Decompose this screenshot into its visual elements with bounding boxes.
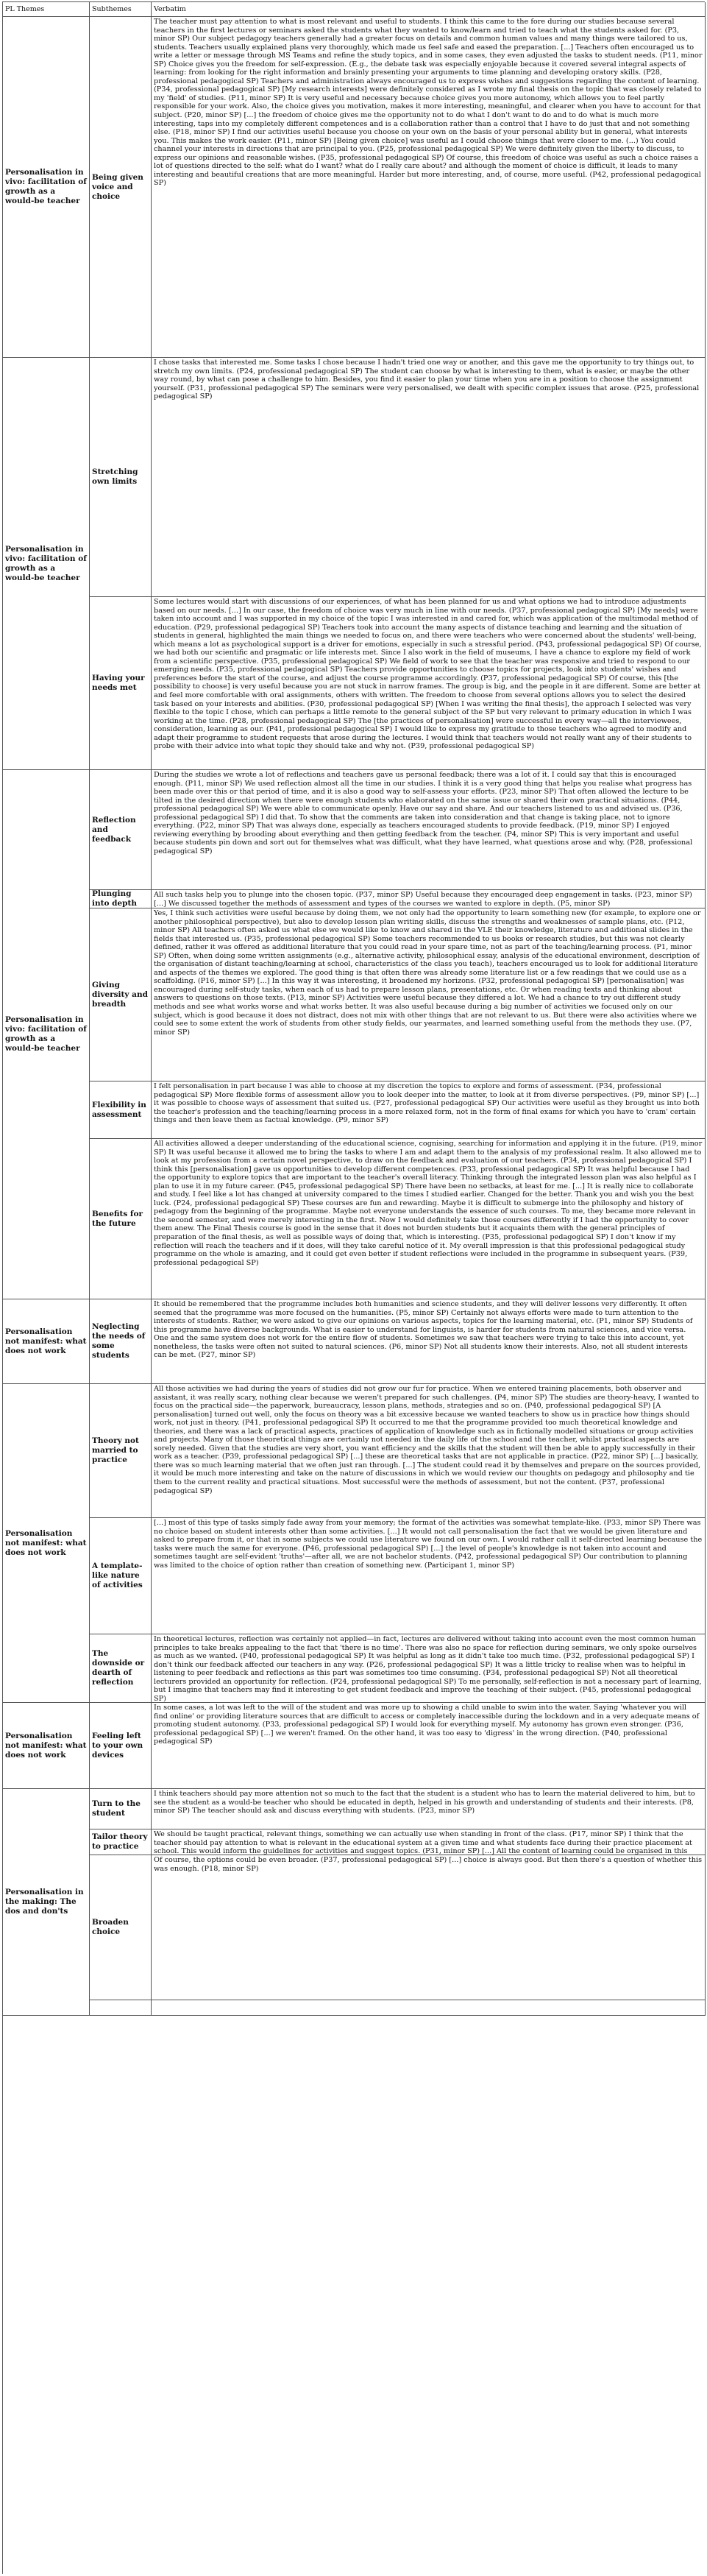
subtheme-cell: Theory not married to practice — [90, 1384, 152, 1518]
subtheme-cell: Being given voice and choice — [90, 17, 152, 358]
subtheme-cell: Neglecting the needs of some students — [90, 1299, 152, 1384]
verbatim-cell: All activities allowed a deeper understanding of the educational science, cognising, searching for information and applying it in the future. (P19, minor SP) It was useful because it allowed me to bring the tasks to where I am and adapt them to the analysis of my professional realm. It also allowed me to look at my profession from a certain novel perspective, to draw on the feedback and evaluation of our teachers. (P34, professional pedagogical SP) I think this [personalisation] gave us opportunities to develop different competences. (P33, professional pedagogical SP) It was helpful because I had the opportunity to explore topics that are important to the teacher's overall literacy. Thinking through the integrated lesson plan was also helpful as I plan to use it in my future career. (P45, professional pedagogical SP) There have been no setbacks, at least for me. [...] It is really nice to collaborate and study. I feel like a lot has changed at university compared to the times I studied earlier. Changed for the better. Thank you and wish you the best luck. (P24, professional pedagogical SP) These courses are fun and rewarding. Maybe it is difficult to submerge into the philosophy and history of pedagogy from the beginning of the programme. Maybe not everyone understands the essence of such courses. To me, they became more relevant in the second semester, and were merely interesting in the first. Now I would definitely take those courses differently if I had the opportunity to cover them anew. The Final Thesis course is good in the sense that it does not burden students but it acquaints them with the general principles of preparation of the final thesis, as well as possible ways of doing that, which is interesting. (P35, professional pedagogical SP) I don't know if my reflection will reach the teachers and if it does, will they take careful notice of it. My overall impression is that this professional pedagogical study programme on the whole is amazing, and it could get even better if student reflections were included in the programme in subsequent years. (P39, professional pedagogical SP) — [152, 1139, 706, 1299]
verbatim-cell: In theoretical lectures, reflection was certainly not applied—in fact, lectures are delivered without taking into account even the most common human principles to take breaks appealing to the fact that 'there is no time'. There was also no space for reflection during seminars, we only spoke ourselves as much as we wanted. (P40, professional pedagogical SP) It was helpful as long as it didn't take too much time. (P32, professional pedagogical SP) I don't think our feedback affected our teachers in any way. (P26, professional pedagogical SP) It was a little tricky to realise when was to helpful in listening to peer feedback and reflections as this part was sometimes too time consuming. (P34, professional pedagogical SP) Not all theoretical lecturers provided an opportunity for reflection. (P24, professional pedagogical SP) To me personally, self-reflection is not a necessary part of learning, but I imagine that teachers may find it interesting to get student feedback and improve the teaching of their subject. (P45, professional pedagogical SP) — [152, 1634, 706, 1703]
subtheme-cell: Flexibility in assessment — [90, 1081, 152, 1139]
subtheme-cell: Reflection and feedback — [90, 770, 152, 890]
subtheme-cell: A template-like nature of activities — [90, 1518, 152, 1634]
verbatim-cell: I felt personalisation in part because I was able to choose at my discretion the topics to explore and forms of assessment. (P34, professional pedagogical SP) More flexible forms of assessment allow you to look deeper into the matter, to look at it from diverse perspectives. (P9, minor SP) [...] it was possible to choose ways of assessment that suited us. (P27, professional pedagogical SP) Our activities were useful as they brought us into both the teacher's profession and the teaching/learning process in a more relaxed form, not in the form of final exams for which you have to 'cram' certain things and then leave them as factual knowledge. (P9, minor SP) — [152, 1081, 706, 1139]
verbatim-cell: Yes, I think such activities were useful because by doing them, we not only had the opportunity to learn something new (for example, to explore one or another philosophical perspective), but also to develop lesson plan writing skills, discuss the strengths and weaknesses of sample plans, etc. (P12, minor SP) All teachers often asked us what else we would like to know and shared in the VLE their knowledge, literature and additional slides in the fields that interested us. (P35, professional pedagogical SP) Some teachers recommended to us books or research studies, but this was not clearly defined, rather it was offered as additional literature that you could read in your spare time, not as part of the teaching/learning process. (P1, minor SP) Often, when doing some written assignments (e.g., alternative activity, philosophical essay, analysis of the educational environment, description of the organisation of distant teaching/learning at school, characteristics of the class you teach), teachers encouraged us to look for additional literature and aspects of the themes we explored. The good thing is that often there was already some literature list or a few readings that we could use as a scaffolding. (P16, minor SP) [...] In this way it was interesting, it broadened my horizons. (P32, professional pedagogical SP) [personalisation] was encouraged during self-study tasks, when each of us had to prepare lesson plans, presentations, etc. Or when reading texts and thinking about answers to questions on those texts. (P13, minor SP) Activities were useful because they differed a lot. We had a chance to try out different study methods and see what works worse and what works better. It was also useful because during a big number of activities we focused only on our subject, which is good because it does not distract, does not mix with other things that are not relevant to us. But there were also activities where we could see to some extent the work of students from other study fields, our yearmates, and learned something useful from the methods they use. (P7, minor SP) — [152, 908, 706, 1081]
verbatim-cell: I chose tasks that interested me. Some tasks I chose because I hadn't tried one way or another, and this gave me the opportunity to try things out, to stretch my own limits. (P24, professional pedagogical SP) The student can choose by what is interesting to them, what is easier, or maybe the other way round, by what can pose a challenge to him. Besides, you find it easier to plan your time when you are in a position to choose the assignment yourself. (P31, professional pedagogical SP) The seminars were very personalised, we dealt with specific complex issues that arose. (P25, professional pedagogical SP) — [152, 358, 706, 597]
theme-cell: Personalisation in vivo: facilitation of growth as a would-be teacher — [3, 17, 90, 358]
verbatim-cell: In some cases, a lot was left to the will of the student and was more up to showing a child unable to swim into the water. Saying 'whatever you will find online' or providing literature sources that are difficult to access or completely inaccessible during the lockdown and in a very adequate means of promoting student autonomy. (P33, professional pedagogical SP) I would look for everything myself. My autonomy has grown even stronger. (P36, professional pedagogical SP) [...] we weren't framed. On the other hand, it was too easy to 'digress' in the wrong direction. (P40, professional pedagogical SP) — [152, 1703, 706, 1789]
subtheme-cell: The downside or dearth of reflection — [90, 1634, 152, 1703]
theme-cell: Personalisation not manifest: what does not work — [3, 1703, 90, 1789]
subtheme-cell: Having your needs met — [90, 597, 152, 770]
verbatim-cell: Some lectures would start with discussions of our experiences, of what has been planned for us and what options we had to introduce adjustments based on our needs. [...] In our case, the freedom of choice was very much in line with our needs. (P37, professional pedagogical SP) [My needs] were taken into account and I was supported in my choice of the topic I was interested in and cared for, which was application of the multimodal method of education. (P29, professional pedagogical SP) Teachers took into account the many aspects of distance teaching and learning and the situation of students in general, highlighted the main things we needed to focus on, and there were teachers who were concerned about the students' well-being, which means a lot as psychological support is a driver for emotions, especially in such a stressful period. (P43, professional pedagogical SP) Of course, we had both our scientific and pragmatic or life interests met. Since I also work in the field of museums, I have a chance to explore my field of work from a scientific perspective. (P35, professional pedagogical SP) We field of work to see that the teacher was responsive and tried to respond to our emerging needs. (P35, professional pedagogical SP) Teachers provide opportunities to choose topics for projects, look into students' wishes and preferences before the start of the course, and adjust the course programme accordingly. (P37, professional pedagogical SP) Of course, this [the possibility to choose] is very useful because you are not stuck in narrow frames. The group is big, and the people in it are different. Some are better at and feel more comfortable with oral assignments, others with written. The freedom to choose from several options allows you to select the desired task based on your interests and abilities. (P30, professional pedagogical SP) [When I was writing the final thesis], the approach I selected was very flexible to the topic I chose, which can perhaps a little remote to the general subject of the SP but very relevant to primary education in which I was working at the time. (P28, professional pedagogical SP) The [the practices of personalisation] were successful in every way—all the interviewees, consideration, learning as our. (P41, professional pedagogical SP) I would like to express my gratitude to those teachers who agreed to modify and adapt their programme to student requests that arose during the lectures. I would think that teachers would not really want any of their students to probe with their advice into what topic they should take and why not. (P39, professional pedagogical SP) — [152, 597, 706, 770]
subtheme-cell: Tailor theory to practice — [90, 1829, 152, 1855]
verbatim-cell: All those activities we had during the years of studies did not grow our fur for practice. When we entered training placements, both observer and assistant, it was really scary, nothing clear because we weren't prepared for such challenges. (P4, minor SP) The studies are theory-heavy, I wanted to focus on the practical side—the paperwork, bureaucracy, lesson plans, methods, strategies and so on. (P40, professional pedagogical SP) [A personalisation] turned out well, only the focus on theory was a bit excessive because we wanted teachers to show us in practice how things should work, not just in theory. (P41, professional pedagogical SP) It occurred to me that the programme provided too much theoretical knowledge and theories, and there was a lack of practical aspects, practices of application of knowledge such as in fictionally modelled situations or group activities and projects. Many of those theoretical things are certainly not needed in the daily life of the school and the teacher, whilst practical aspects are sorely needed. Given that the studies are very short, you want efficiency and the skills that the student will then be able to apply successfully in their work as a teacher. (P39, professional pedagogical SP) [...] these are theoretical tasks that are not applicable in practice. (P22, minor SP) [...] basically, there was so much learning material that we often just ran through. [...] The student could read it by themselves and prepare on the sources provided, it would be much more interesting and take on the nature of discussions in which we would review our thoughts on pedagogy and philosophy and tie them to the current reality and practical situations. Most successful were the methods of assessment, but not the content. (P37, professional pedagogical SP) — [152, 1384, 706, 1518]
subtheme-cell: Giving diversity and breadth — [90, 908, 152, 1081]
verbatim-cell: The teacher must pay attention to what is most relevant and useful to students. I think this came to the fore during our studies because several teachers in the first lectures or seminars asked the students what they wanted to know/learn and tried to teach what the students asked for. (P3, minor SP) Our subject pedagogy teachers generally had a greater focus on details and common human values and many things were tailored to us, students. Teachers usually explained plans very thoroughly, which made us feel safe and eased the preparation. [...] Teachers often encouraged us to write a letter or message through MS Teams and refine the study topics, and in some cases, they even adjusted the tasks to student needs. (P11, minor SP) Choice gives you the freedom for self-expression. (E.g., the debate task was especially enjoyable because it covered several integral aspects of learning: from looking for the right information and brainly presenting your arguments to time planning and developing oratory skills. (P28, professional pedagogical SP) Teachers and administration always encouraged us to express wishes and suggestions regarding the content of learning. (P34, professional pedagogical SP) [My research interests] were definitely considered as I wrote my final thesis on the topic that was closely related to my 'field' of studies. (P11, minor SP) It is very useful and necessary because choice gives you more autonomy, which allows you to feel partly responsible for your work. Also, the choice gives you motivation, makes it more interesting, meaningful, and clearer when you have to account for that subject. (P20, minor SP) [...] the freedom of choice gives me the opportunity not to do what I don't want to do and to do what is much more interesting, taps into my completely different competences and is a collaboration rather than a control that I have to do just that and not something else. (P18, minor SP) I find our activities useful because you choose on your own on the basis of your personal ability but in general, what interests you. This makes the work easier. (P11, minor SP) [Being given choice] was useful as I could choose things that were closer to me. (...) You could channel your interests in directions that are principal to you. (P25, professional pedagogical SP) We were definitely given the liberty to discuss, to express our opinions and reasonable wishes. (P35, professional pedagogical SP) Of course, this freedom of choice was useful as such a choice raises a lot of questions directed to the self: what do I want? what do I really care about? and although the moment of choice is difficult, it leads to many interesting and beautiful creations that are more meaningful. Harder but more interesting, and, of course, more useful. (P42, professional pedagogical SP) — [152, 17, 706, 358]
theme-cell: Personalisation in vivo: facilitation of growth as a would-be teacher — [3, 770, 90, 1299]
theme-cell: Personalisation not manifest: what does not work — [3, 1384, 90, 1703]
subtheme-cell — [90, 2000, 152, 2016]
themes-table — [2, 1, 705, 2574]
column-header-subthemes: Subthemes — [90, 2, 152, 17]
column-header-themes: PL Themes — [3, 2, 90, 17]
subtheme-cell: Broaden choice — [90, 1855, 152, 2000]
verbatim-cell: I think teachers should pay more attention not so much to the fact that the student is a student who has to learn the material delivered to him, but to see the student as a would-be teacher who should be educated in depth, helped in his growth and understanding of students and their interests. (P8, minor SP) The teacher should ask and discuss everything with students. (P23, minor SP) — [152, 1789, 706, 1829]
verbatim-cell: We should be taught practical, relevant things, something we can actually use when standing in front of the class. (P17, minor SP) I think that the teacher should pay attention to what is relevant in the educational system at a given time and what students face during their practice placement at school. This would inform the guidelines for activities and suggest topics. (P31, minor SP) [...] All the content of learning could be organised in this — [152, 1829, 706, 1855]
verbatim-cell: [...] most of this type of tasks simply fade away from your memory; the format of the activities was somewhat template-like. (P33, minor SP) There was no choice based on student interests other than some activities. [...] It would not call personalisation the fact that we would be given literature and asked to prepare from it, or that in some subjects we could use literature we found on our own. I would rather call it self-directed learning because the tasks were much the same for everyone. (P46, professional pedagogical SP) [...] the level of people's knowledge is not taken into account and sometimes taught are self-evident 'truths'—after all, we are not bachelor students. (P42, professional pedagogical SP) Our contribution to planning was limited to the choice of option rather than creation of something new. (Participant 1, minor SP) — [152, 1518, 706, 1634]
verbatim-cell: During the studies we wrote a lot of reflections and teachers gave us personal feedback; there was a lot of it. I could say that this is encouraged enough. (P11, minor SP) We used reflection almost all the time in our studies. I think it is a very good thing that helps you realise what progress has been made over this or that period of time, and it is also a good way to self-assess your efforts. (P23, minor SP) That often allowed the lecture to be tilted in the desired direction when there were enough students who elaborated on the same issue or shared their own practical situations. (P44, professional pedagogical SP) We were able to communicate openly. Have our say and share. And our teachers listened to us and advised us. (P36, professional pedagogical SP) I did that. To show that the comments are taken into consideration and that change is taking place, not to ignore everything. (P22, minor SP) That was always done, especially as teachers encouraged students to provide feedback. (P19, minor SP) I enjoyed reviewing everything by brooding about everything and then getting feedback from the teacher. (P4, minor SP) This is very important and useful because students pin down and sort out for themselves what was difficult, what they have learned, what questions arose and why. (P28, professional pedagogical SP) — [152, 770, 706, 890]
verbatim-cell: Of course, the options could be even broader. (P37, professional pedagogical SP) [...] choice is always good. But then there's a question of whether this was enough. (P18, minor SP) — [152, 1855, 706, 2000]
theme-cell: Personalisation not manifest: what does not work — [3, 1299, 90, 1384]
subtheme-cell: Feeling left to your own devices — [90, 1703, 152, 1789]
subtheme-cell: Plunging into depth — [90, 890, 152, 908]
subtheme-cell: Benefits for the future — [90, 1139, 152, 1299]
theme-cell: Personalisation in vivo: facilitation of growth as a would-be teacher — [3, 358, 90, 770]
verbatim-cell: All such tasks help you to plunge into the chosen topic. (P37, minor SP) Useful because they encouraged deep engagement in tasks. (P23, minor SP) [...] We discussed together the methods of assessment and types of the courses we wanted to explore in depth. (P5, minor SP) — [152, 890, 706, 908]
subtheme-cell: Turn to the student — [90, 1789, 152, 1829]
verbatim-cell: It should be remembered that the programme includes both humanities and science students, and they will deliver lessons very differently. It often seemed that the programme was more focused on the humanities. (P5, minor SP) Certainly not always efforts were made to turn attention to the interests of students. Rather, we were asked to give our opinions on various aspects, topics for the learning material, etc. (P1, minor SP) Students of this programme have diverse backgrounds. What is easier to understand for linguists, is harder for students from natural sciences, and vice versa. One and the same system does not work for the entire flow of students. Sometimes we saw that teachers were trying to take this into account, yet nonetheless, the tasks were often not suited to natural sciences. (P6, minor SP) Not all students know their interests. Also, not all student interests can be met. (P27, minor SP) — [152, 1299, 706, 1384]
verbatim-cell — [152, 2000, 706, 2016]
subtheme-cell: Stretching own limits — [90, 358, 152, 597]
theme-cell: Personalisation in the making: The dos and don'ts — [3, 1789, 90, 2016]
column-header-verbatim: Verbatim — [152, 2, 706, 17]
